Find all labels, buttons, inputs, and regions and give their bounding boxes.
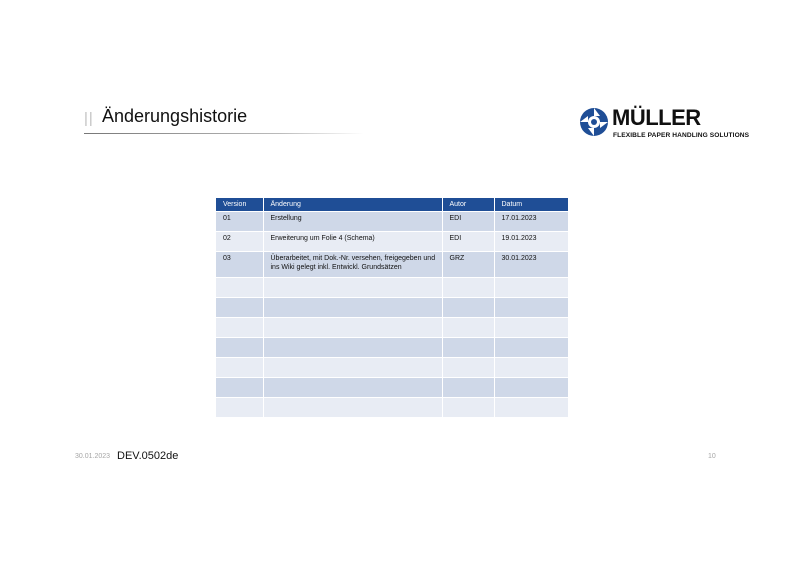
cell-version: 03 <box>216 252 263 278</box>
cell-date <box>494 318 568 338</box>
cell-change <box>263 298 442 318</box>
cell-author <box>442 398 494 418</box>
cell-date: 19.01.2023 <box>494 232 568 252</box>
company-logo <box>578 104 750 144</box>
cell-change <box>263 278 442 298</box>
cell-date: 17.01.2023 <box>494 212 568 232</box>
change-history-table <box>216 198 569 418</box>
logo-tagline: FLEXIBLE PAPER HANDLING SOLUTIONS <box>613 132 750 139</box>
cell-author <box>442 298 494 318</box>
page-number: 10 <box>708 453 716 460</box>
cell-change <box>263 398 442 418</box>
cell-date: 30.01.2023 <box>494 252 568 278</box>
title-marker: || <box>84 110 94 127</box>
table-row <box>216 278 568 298</box>
table-row <box>216 212 568 232</box>
table-row <box>216 358 568 378</box>
cell-date <box>494 378 568 398</box>
cell-version <box>216 318 263 338</box>
cell-change: Erweiterung um Folie 4 (Schema) <box>263 232 442 252</box>
cell-date <box>494 398 568 418</box>
slide-title: Änderungshistorie <box>102 106 248 126</box>
table-row <box>216 232 568 252</box>
table-row <box>216 338 568 358</box>
cell-date <box>494 358 568 378</box>
cell-author <box>442 358 494 378</box>
footer-date: 30.01.2023 <box>75 453 111 460</box>
cell-version <box>216 278 263 298</box>
table-row <box>216 298 568 318</box>
cell-author: EDI <box>442 232 494 252</box>
cell-version: 02 <box>216 232 263 252</box>
header-version: Version <box>216 198 263 212</box>
cell-change <box>263 358 442 378</box>
table-row <box>216 398 568 418</box>
cell-author: GRZ <box>442 252 494 278</box>
cell-version <box>216 378 263 398</box>
cell-version: 01 <box>216 212 263 232</box>
table-row <box>216 378 568 398</box>
cell-date <box>494 298 568 318</box>
header-change: Änderung <box>263 198 442 212</box>
cell-date <box>494 278 568 298</box>
header-author: Autor <box>442 198 494 212</box>
header-date: Datum <box>494 198 568 212</box>
cell-version <box>216 358 263 378</box>
title-underline <box>84 133 364 134</box>
cell-author <box>442 338 494 358</box>
cell-change: Erstellung <box>263 212 442 232</box>
table-header-row <box>216 198 568 212</box>
cell-version <box>216 398 263 418</box>
table-row <box>216 252 568 278</box>
cell-author: EDI <box>442 212 494 232</box>
cell-version <box>216 338 263 358</box>
cell-change <box>263 338 442 358</box>
cell-change: Überarbeitet, mit Dok.-Nr. versehen, freigegeben und ins Wiki gelegt inkl. Entwickl. Grundsätzen <box>263 252 442 278</box>
cell-version <box>216 298 263 318</box>
muller-logo-icon <box>578 106 610 138</box>
cell-date <box>494 338 568 358</box>
cell-author <box>442 378 494 398</box>
table-row <box>216 318 568 338</box>
cell-author <box>442 318 494 338</box>
cell-change <box>263 378 442 398</box>
logo-wordmark: MÜLLER <box>612 105 701 130</box>
cell-author <box>442 278 494 298</box>
footer-document-id: DEV.0502de <box>117 450 179 462</box>
cell-change <box>263 318 442 338</box>
